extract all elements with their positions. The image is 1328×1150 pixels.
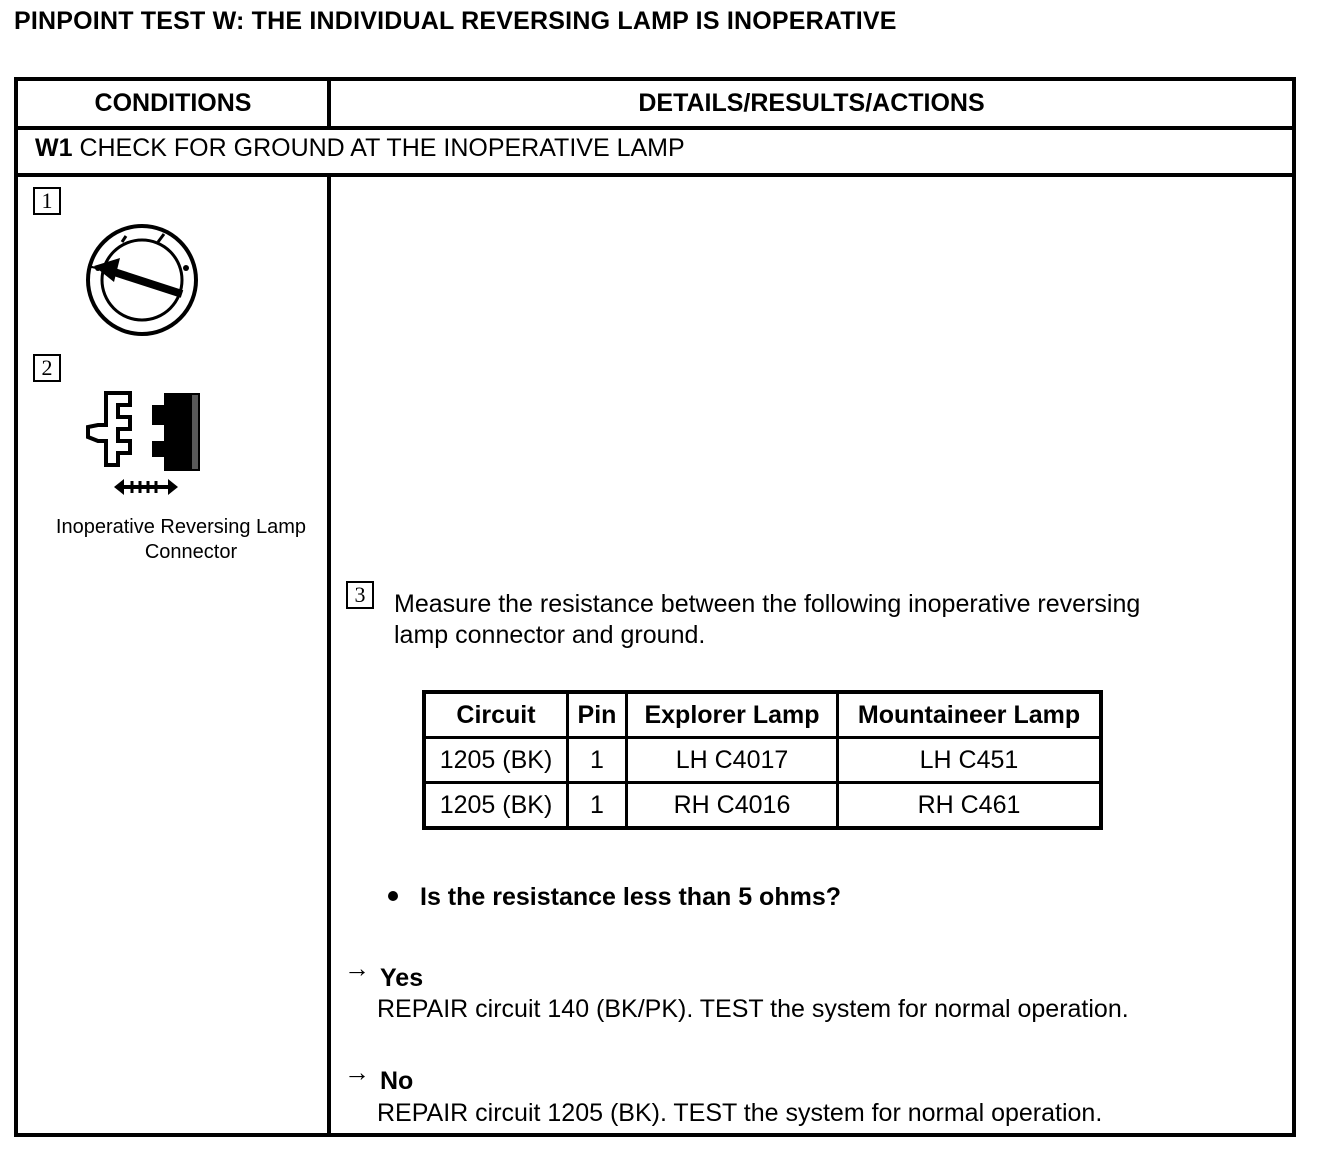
step-3-number-box — [346, 581, 374, 609]
caption-line-1: Inoperative Reversing Lamp — [55, 516, 307, 538]
circuit-table — [422, 690, 1103, 830]
header-divider — [327, 81, 331, 126]
step-text: CHECK FOR GROUND AT THE INOPERATIVE LAMP — [79, 134, 685, 162]
col-header-mountaineer-lamp: Mountaineer Lamp — [838, 692, 1102, 738]
connector-caption — [36, 515, 326, 565]
bullet-icon — [388, 891, 398, 901]
step-3-number: 3 — [354, 582, 366, 607]
step-1-number-box — [33, 187, 61, 215]
table-header-row — [424, 692, 1101, 738]
conditions-header: CONDITIONS — [94, 89, 252, 117]
cell-explorer-lamp: LH C4017 — [627, 738, 838, 783]
no-arrow-icon: → — [344, 1057, 370, 1087]
step-rule — [18, 173, 1292, 177]
cell-mountaineer-lamp: LH C451 — [838, 738, 1102, 783]
col-header-pin: Pin — [568, 692, 627, 738]
no-label: No — [380, 1067, 414, 1095]
yes-arrow-icon: → — [344, 953, 370, 983]
table-row — [424, 783, 1101, 829]
cell-explorer-lamp: RH C4016 — [627, 783, 838, 829]
yes-action: REPAIR circuit 140 (BK/PK). TEST the system for normal operation. — [377, 995, 1129, 1023]
header-rule — [18, 126, 1292, 130]
caption-line-2: Connector — [144, 541, 238, 563]
step-1-number: 1 — [41, 188, 53, 213]
resistance-question — [388, 883, 841, 912]
col-header-circuit: Circuit — [424, 692, 568, 738]
table-row — [424, 738, 1101, 783]
step-row — [35, 134, 685, 163]
connector-disconnect-icon — [84, 389, 200, 499]
column-divider — [327, 177, 331, 1133]
page-title: PINPOINT TEST W: THE INDIVIDUAL REVERSING LAMP IS INOPERATIVE — [14, 7, 897, 35]
details-header: DETAILS/RESULTS/ACTIONS — [638, 89, 985, 117]
instruction-text — [394, 589, 1274, 651]
instruction-line-1: Measure the resistance between the following inoperative reversing — [394, 590, 1141, 618]
cell-mountaineer-lamp: RH C461 — [838, 783, 1102, 829]
instruction-line-2: lamp connector and ground. — [394, 621, 706, 649]
no-action: REPAIR circuit 1205 (BK). TEST the system for normal operation. — [377, 1099, 1103, 1127]
step-2-number-box — [33, 354, 61, 382]
pinpoint-test-table — [14, 77, 1296, 1137]
cell-circuit: 1205 (BK) — [424, 738, 568, 783]
step-2-number: 2 — [41, 355, 53, 380]
cell-circuit: 1205 (BK) — [424, 783, 568, 829]
col-header-explorer-lamp: Explorer Lamp — [627, 692, 838, 738]
question-text: Is the resistance less than 5 ohms? — [420, 883, 841, 911]
yes-label: Yes — [380, 964, 424, 992]
cell-pin: 1 — [568, 738, 627, 783]
ignition-switch-off-icon — [86, 224, 202, 336]
cell-pin: 1 — [568, 783, 627, 829]
step-id: W1 — [35, 134, 73, 162]
